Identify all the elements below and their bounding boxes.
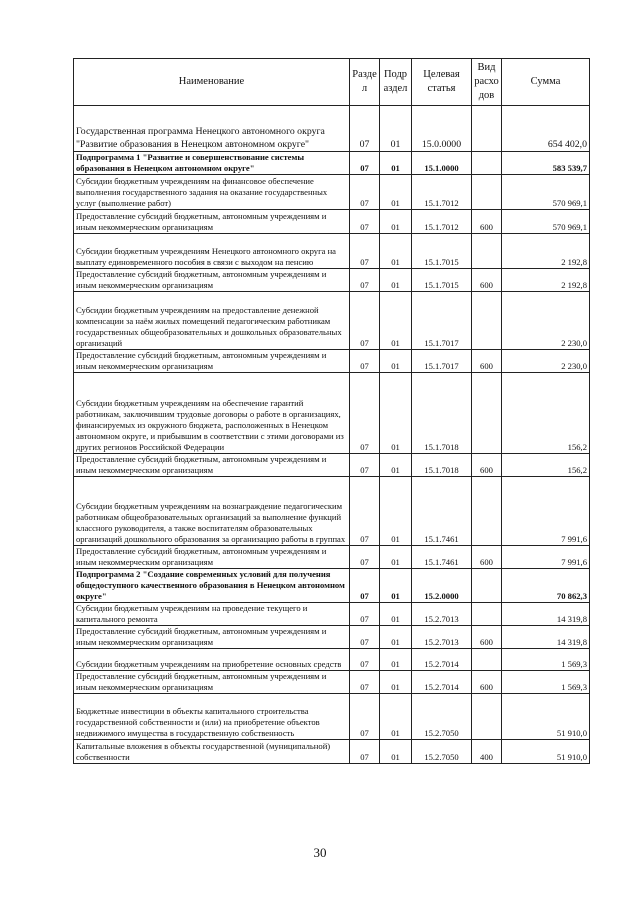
table-row	[74, 292, 590, 350]
table-row	[74, 454, 590, 477]
row-target: 15.2.7050	[412, 694, 472, 740]
row-name: Предоставление субсидий бюджетным, автономным учреждениям и иным некоммерческим организациям	[74, 350, 350, 373]
row-section: 07	[350, 210, 380, 234]
table-row	[74, 106, 590, 152]
row-section: 07	[350, 740, 380, 764]
row-section: 07	[350, 649, 380, 671]
row-section: 07	[350, 350, 380, 373]
row-section: 07	[350, 106, 380, 152]
row-target: 15.1.0000	[412, 152, 472, 175]
row-subsection: 01	[380, 175, 412, 210]
row-subsection: 01	[380, 269, 412, 292]
row-target: 15.2.7014	[412, 671, 472, 694]
row-name: Субсидии бюджетным учреждениям Ненецкого автономного округа на выплату единовременного пособия в связи с выходом на пенсию	[74, 234, 350, 269]
row-section: 07	[350, 175, 380, 210]
row-target: 15.1.7018	[412, 454, 472, 477]
row-name: Субсидии бюджетным учреждениям на приобретение основных средств	[74, 649, 350, 671]
row-name: Предоставление субсидий бюджетным, автономным учреждениям и иным некоммерческим организациям	[74, 454, 350, 477]
row-section: 07	[350, 373, 380, 454]
header-subsection: Подр аздел	[380, 59, 412, 106]
row-name: Предоставление субсидий бюджетным, автономным учреждениям и иным некоммерческим организациям	[74, 210, 350, 234]
row-target: 15.2.7014	[412, 649, 472, 671]
table-row	[74, 694, 590, 740]
row-name: Предоставление субсидий бюджетным, автономным учреждениям и иным некоммерческим организациям	[74, 269, 350, 292]
row-amount: 156,2	[502, 373, 590, 454]
row-name: Предоставление субсидий бюджетным, автономным учреждениям и иным некоммерческим организациям	[74, 546, 350, 569]
table-row	[74, 210, 590, 234]
row-section: 07	[350, 546, 380, 569]
row-amount: 51 910,0	[502, 740, 590, 764]
row-subsection: 01	[380, 373, 412, 454]
row-subsection: 01	[380, 477, 412, 546]
row-amount: 583 539,7	[502, 152, 590, 175]
row-target: 15.2.0000	[412, 569, 472, 603]
row-name: Субсидии бюджетным учреждениям на вознаграждение педагогическим работникам общеобразовательных организаций за выполнение функций классного руководителя, а также воспитателям образовательных организаций дошкольного образования за организацию работы в группах	[74, 477, 350, 546]
row-subsection: 01	[380, 152, 412, 175]
row-subsection: 01	[380, 694, 412, 740]
row-name: Субсидии бюджетным учреждениям на проведение текущего и капитального ремонта	[74, 603, 350, 626]
table-row	[74, 546, 590, 569]
row-subsection: 01	[380, 350, 412, 373]
row-amount: 1 569,3	[502, 649, 590, 671]
row-subsection: 01	[380, 546, 412, 569]
row-section: 07	[350, 234, 380, 269]
row-subsection: 01	[380, 671, 412, 694]
row-subsection: 01	[380, 603, 412, 626]
row-expense-type	[472, 694, 502, 740]
row-expense-type: 400	[472, 740, 502, 764]
header-name: Наименование	[74, 59, 350, 106]
row-target: 15.1.7015	[412, 234, 472, 269]
table-row	[74, 477, 590, 546]
table-row	[74, 269, 590, 292]
row-expense-type	[472, 234, 502, 269]
table-row	[74, 350, 590, 373]
header-expense-type: Вид расхо дов	[472, 59, 502, 106]
row-target: 15.1.7012	[412, 175, 472, 210]
row-target: 15.1.7017	[412, 292, 472, 350]
table-row	[74, 649, 590, 671]
table-row	[74, 152, 590, 175]
row-name: Капитальные вложения в объекты государственной (муниципальной) собственности	[74, 740, 350, 764]
row-subsection: 01	[380, 569, 412, 603]
header-target: Целевая статья	[412, 59, 472, 106]
row-expense-type	[472, 106, 502, 152]
row-section: 07	[350, 694, 380, 740]
row-expense-type: 600	[472, 454, 502, 477]
row-subsection: 01	[380, 106, 412, 152]
row-subsection: 01	[380, 740, 412, 764]
row-name: Подпрограмма 1 "Развитие и совершенствование системы образования в Ненецком автономном округе"	[74, 152, 350, 175]
page-number: 30	[313, 845, 327, 860]
row-subsection: 01	[380, 626, 412, 649]
row-amount: 14 319,8	[502, 626, 590, 649]
row-amount: 7 991,6	[502, 477, 590, 546]
row-section: 07	[350, 454, 380, 477]
row-target: 15.1.7015	[412, 269, 472, 292]
table-row	[74, 626, 590, 649]
row-amount: 2 192,8	[502, 234, 590, 269]
row-section: 07	[350, 292, 380, 350]
row-expense-type	[472, 175, 502, 210]
row-expense-type	[472, 152, 502, 175]
row-expense-type	[472, 292, 502, 350]
row-target: 15.1.7017	[412, 350, 472, 373]
table-header-row	[74, 59, 590, 106]
row-subsection: 01	[380, 454, 412, 477]
row-expense-type	[472, 373, 502, 454]
row-expense-type: 600	[472, 546, 502, 569]
row-target: 15.1.7012	[412, 210, 472, 234]
row-amount: 570 969,1	[502, 175, 590, 210]
row-target: 15.1.7461	[412, 477, 472, 546]
row-target: 15.1.7461	[412, 546, 472, 569]
row-section: 07	[350, 152, 380, 175]
row-expense-type: 600	[472, 210, 502, 234]
row-expense-type	[472, 477, 502, 546]
row-subsection: 01	[380, 210, 412, 234]
row-expense-type: 600	[472, 626, 502, 649]
row-amount: 570 969,1	[502, 210, 590, 234]
table-row	[74, 373, 590, 454]
row-amount: 2 230,0	[502, 350, 590, 373]
row-name: Подпрограмма 2 "Создание современных условий для получения общедоступного качественного образования в Ненецком автономном округе"	[74, 569, 350, 603]
row-amount: 156,2	[502, 454, 590, 477]
row-expense-type	[472, 649, 502, 671]
row-expense-type: 600	[472, 671, 502, 694]
header-amount: Сумма	[502, 59, 590, 106]
row-name: Предоставление субсидий бюджетным, автономным учреждениям и иным некоммерческим организациям	[74, 671, 350, 694]
row-section: 07	[350, 626, 380, 649]
row-target: 15.2.7050	[412, 740, 472, 764]
row-section: 07	[350, 477, 380, 546]
row-amount: 654 402,0	[502, 106, 590, 152]
row-amount: 2 192,8	[502, 269, 590, 292]
row-amount: 14 319,8	[502, 603, 590, 626]
row-section: 07	[350, 671, 380, 694]
row-target: 15.0.0000	[412, 106, 472, 152]
header-section: Разде л	[350, 59, 380, 106]
budget-table	[73, 58, 590, 764]
row-amount: 51 910,0	[502, 694, 590, 740]
row-name: Субсидии бюджетным учреждениям на предоставление денежной компенсации за наём жилых помещений педагогическим работникам государственных общеобразовательных и дошкольных образовательных организаций	[74, 292, 350, 350]
row-expense-type	[472, 603, 502, 626]
table-row	[74, 671, 590, 694]
row-section: 07	[350, 603, 380, 626]
table-row	[74, 603, 590, 626]
row-name: Субсидии бюджетным учреждениям на обеспечение гарантий работникам, заключившим трудовые договоры о работе в организациях, финансируемых из окружного бюджета, расположенных в Ненецком автономном округе, и прибывшим в соответствии с этими договорами из других регионов Российской Федерации	[74, 373, 350, 454]
row-target: 15.2.7013	[412, 603, 472, 626]
row-subsection: 01	[380, 649, 412, 671]
row-subsection: 01	[380, 292, 412, 350]
row-amount: 1 569,3	[502, 671, 590, 694]
row-section: 07	[350, 569, 380, 603]
row-amount: 70 862,3	[502, 569, 590, 603]
row-expense-type: 600	[472, 350, 502, 373]
row-name: Субсидии бюджетным учреждениям на финансовое обеспечение выполнения государственного задания на оказание государственных услуг (выполнение работ)	[74, 175, 350, 210]
row-name: Государственная программа Ненецкого автономного округа "Развитие образования в Ненецком автономном округе"	[74, 106, 350, 152]
table-row	[74, 569, 590, 603]
row-target: 15.1.7018	[412, 373, 472, 454]
row-section: 07	[350, 269, 380, 292]
row-expense-type	[472, 569, 502, 603]
row-amount: 2 230,0	[502, 292, 590, 350]
row-expense-type: 600	[472, 269, 502, 292]
row-amount: 7 991,6	[502, 546, 590, 569]
table-row	[74, 175, 590, 210]
table-row	[74, 234, 590, 269]
table-row	[74, 740, 590, 764]
row-name: Предоставление субсидий бюджетным, автономным учреждениям и иным некоммерческим организациям	[74, 626, 350, 649]
row-target: 15.2.7013	[412, 626, 472, 649]
row-name: Бюджетные инвестиции в объекты капитального строительства государственной собственности и (или) на приобретение объектов недвижимого имущества в государственную собственность	[74, 694, 350, 740]
row-subsection: 01	[380, 234, 412, 269]
table-body	[74, 106, 590, 764]
